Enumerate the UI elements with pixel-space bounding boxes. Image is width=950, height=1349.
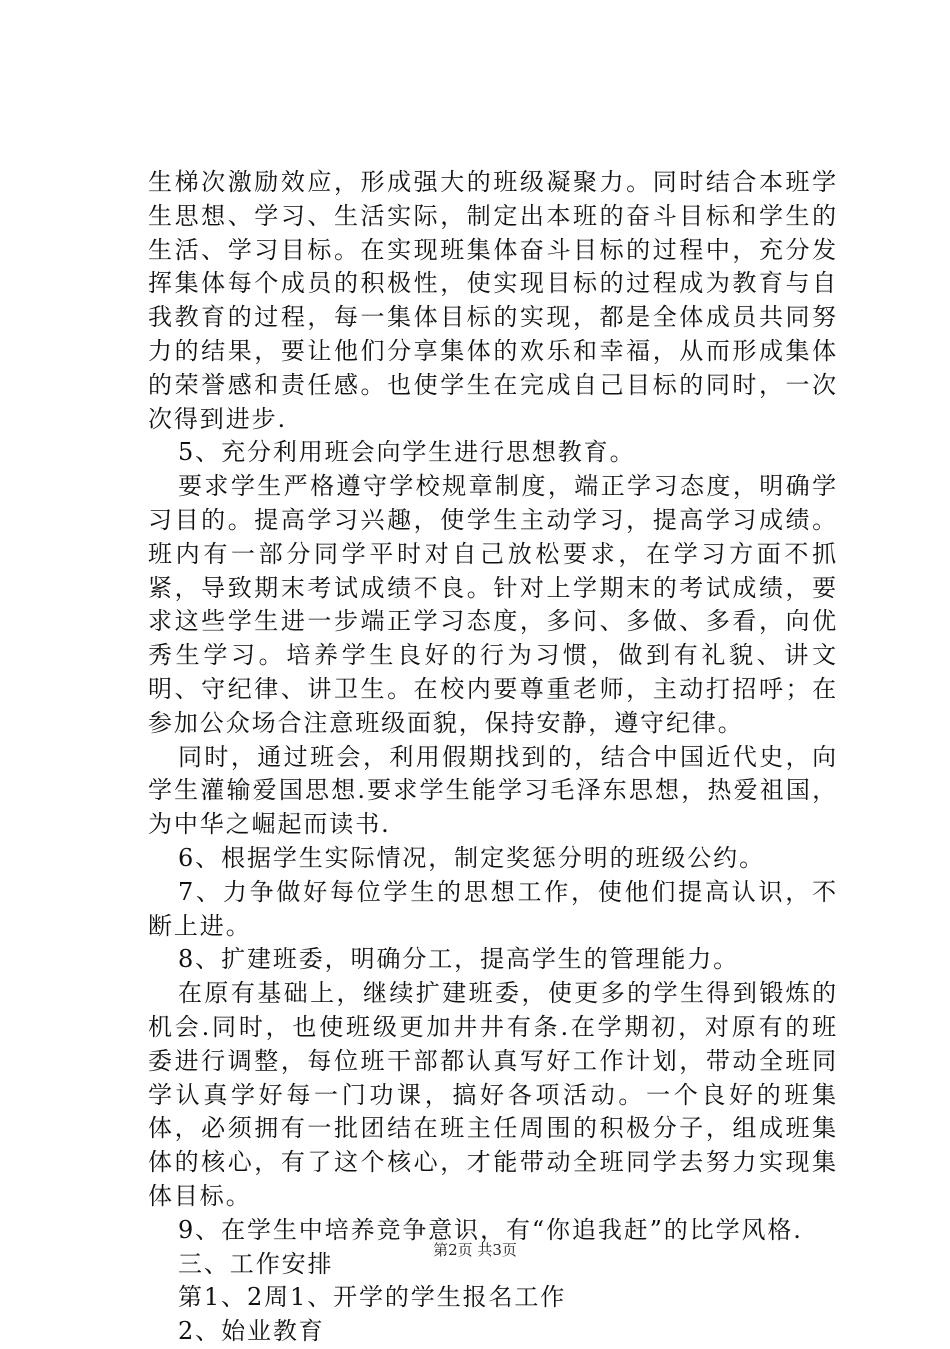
paragraph-item-6: 6、根据学生实际情况，制定奖惩分明的班级公约。 (178, 843, 765, 872)
paragraph-study-requirements: 要求学生严格遵守学校规章制度，端正学习态度，明确学习目的。提高学习兴趣，使学生主动学习，提高学习成绩。班内有一部分同学平时对自己放松要求，在学习方面不抓紧，导致期末考试成绩不良。针对上学期末的考试成绩，要求这些学生进一步端正学习态度，多问、多做、多看，向优秀生学习。培养学生良好的行为习惯，做到有礼貌、讲文明、守纪律、讲卫生。在校内要尊重老师，主动打招呼；在参加公众场合注意班级面貌，保持安静，遵守纪律。 (148, 472, 838, 737)
paragraph-item-5: 5、充分利用班会向学生进行思想教育。 (178, 438, 636, 467)
paragraph-class-committee: 在原有基础上，继续扩建班委，使更多的学生得到锻炼的机会.同时，也使班级更加井井有条.在学期初，对原有的班委进行调整，每位班干部都认真写好工作计划，带动全班同学认真学好每一门功课，搞好各项活动。一个良好的班集体，必须拥有一批团结在班主任周围的积极分子，组成班集体的核心，有了这个核心，才能带动全班同学去努力实现集体目标。 (148, 979, 838, 1210)
paragraph-item-8: 8、扩建班委，明确分工，提高学生的管理能力。 (178, 945, 740, 974)
page-number-footer: 第2页 共3页 (433, 1241, 517, 1259)
paragraph-patriotic-education: 同时，通过班会，利用假期找到的，结合中国近代史，向学生灌输爱国思想.要求学生能学习毛泽东思想，热爱祖国，为中华之崛起而读书. (148, 742, 838, 839)
paragraph-item-7: 7、力争做好每位学生的思想工作，使他们提高认识，不断上进。 (148, 877, 838, 940)
document-body (148, 166, 838, 1349)
schedule-item-2: 2、始业教育 (178, 1317, 325, 1346)
paragraph-item-9: 9、在学生中培养竞争意识，有“你追我赶”的比学风格. (178, 1215, 803, 1244)
schedule-week-1-2: 第1、2周1、开学的学生报名工作 (178, 1283, 567, 1312)
section-heading-work-schedule: 三、工作安排 (178, 1249, 334, 1278)
paragraph-continuation: 生梯次激励效应，形成强大的班级凝聚力。同时结合本班学生思想、学习、生活实际，制定出本班的奋斗目标和学生的生活、学习目标。在实现班集体奋斗目标的过程中，充分发挥集体每个成员的积极性，使实现目标的过程成为教育与自我教育的过程，每一集体目标的实现，都是全体成员共同努力的结果，要让他们分享集体的欢乐和幸福，从而形成集体的荣誉感和责任感。也使学生在完成自己目标的同时，一次次得到进步. (148, 168, 838, 433)
